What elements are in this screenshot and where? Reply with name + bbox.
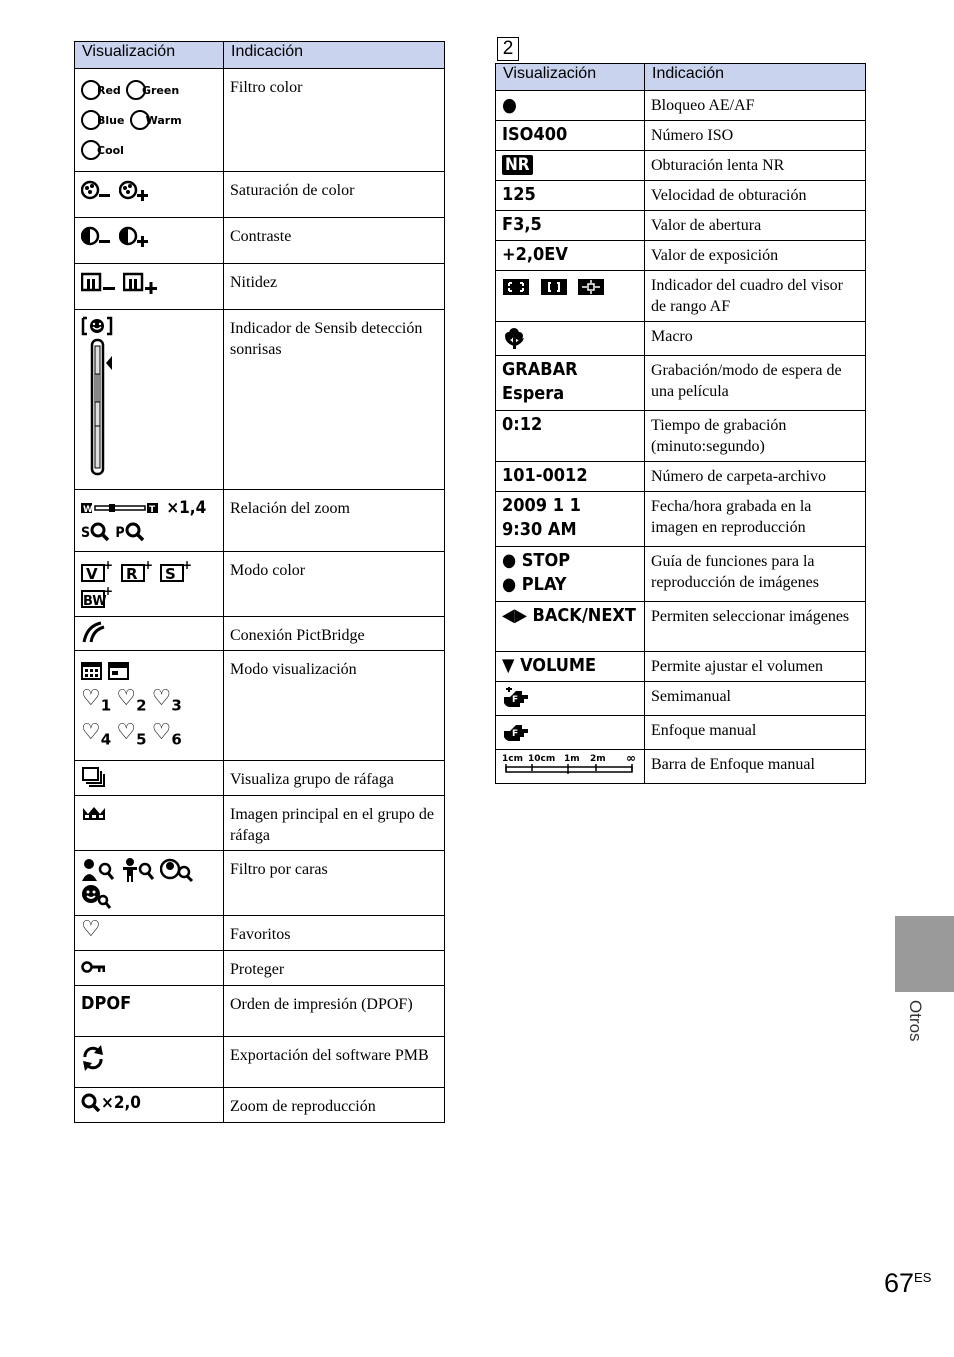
smile-sensitivity-icons — [75, 310, 224, 490]
indication-cell: Visualiza grupo de ráfaga — [224, 760, 445, 795]
side-tab-label: Otros — [906, 1000, 925, 1042]
af-multi-frame-icon — [502, 277, 530, 297]
iso-value: ISO400 — [502, 124, 568, 145]
black-white-mode-icon — [81, 585, 115, 609]
indication-cell: Conexión PictBridge — [224, 617, 445, 651]
date-time-cell — [496, 492, 645, 547]
folder-file-cell — [496, 462, 645, 492]
svg-text:R: R — [125, 565, 138, 583]
table-row — [496, 716, 866, 750]
favorites-1-icon: $♡_1$ — [81, 686, 112, 715]
indication-cell: Modo visualización — [224, 651, 445, 761]
semi-manual-hand-icon — [502, 687, 530, 709]
function-guide-cell — [496, 547, 645, 602]
favorites-4-icon: $♡_4$ — [81, 720, 112, 749]
header-visualizacion: Visualización — [75, 42, 224, 69]
sepia-mode-icon — [160, 559, 194, 583]
indication-cell: Indicador de Sensib detección sonrisas — [224, 310, 445, 490]
movie-rec-cell — [496, 356, 645, 411]
indication-cell: Favoritos — [224, 915, 445, 950]
table-row — [75, 552, 445, 617]
manual-focus-scale-bar — [502, 752, 638, 776]
folder-view-icon — [108, 661, 130, 681]
burst-group-cell — [75, 760, 224, 795]
svg-text:+: + — [103, 559, 114, 572]
stop-guide-label: ● STOP — [502, 550, 571, 571]
aperture-value: F3,5 — [502, 214, 542, 235]
real-mode-icon — [121, 559, 155, 583]
table-row — [75, 1036, 445, 1087]
indication-cell: Grabación/modo de espera de una película — [645, 356, 866, 411]
table-row — [75, 264, 445, 310]
ae-af-lock-cell — [496, 91, 645, 121]
face-filter-icons — [75, 850, 224, 915]
date-view-icon — [81, 661, 103, 681]
dpof-cell — [75, 985, 224, 1036]
table-row — [496, 271, 866, 322]
svg-text:V: V — [86, 565, 98, 583]
indication-cell: Zoom de reproducción — [224, 1087, 445, 1122]
scale-label-2m: 2m — [590, 754, 606, 764]
indication-cell: Filtro color — [224, 69, 445, 172]
svg-text:+: + — [103, 585, 114, 598]
table-row — [75, 1087, 445, 1122]
table-row — [75, 795, 445, 850]
indication-cell: Proteger — [224, 950, 445, 985]
indication-cell: Permiten seleccionar imágenes — [645, 602, 866, 652]
indication-cell: Contraste — [224, 218, 445, 264]
indication-cell: Relación del zoom — [224, 490, 445, 552]
table-row — [496, 682, 866, 716]
indication-cell: Enfoque manual — [645, 716, 866, 750]
face-filter-child-icon — [121, 857, 155, 883]
indication-cell: Tiempo de grabación (minuto:segundo) — [645, 411, 866, 462]
table-row — [496, 121, 866, 151]
rec-time-cell — [496, 411, 645, 462]
saturation-plus-icon — [119, 178, 151, 202]
table-row — [75, 69, 445, 172]
back-next-cell — [496, 602, 645, 652]
table-row — [75, 310, 445, 490]
page-number — [884, 1268, 931, 1299]
table-row — [75, 218, 445, 264]
indication-cell: Guía de funciones para la reproducción de imágenes — [645, 547, 866, 602]
play-guide-label: ● PLAY — [502, 574, 567, 595]
svg-text:F: F — [512, 729, 519, 739]
pictbridge-cell — [75, 617, 224, 651]
svg-text:W: W — [83, 505, 93, 515]
movie-standby-label: Espera — [502, 383, 565, 404]
color-mode-icons — [75, 552, 224, 617]
indication-cell: Barra de Enfoque manual — [645, 750, 866, 784]
svg-text:BW: BW — [83, 594, 107, 609]
contrast-minus-icon — [81, 224, 113, 248]
face-filter-smile-icon — [81, 883, 115, 909]
favorites-5-icon: $♡_5$ — [116, 720, 147, 749]
nr-cell — [496, 151, 645, 181]
table-row — [496, 241, 866, 271]
table-row — [75, 950, 445, 985]
table-row — [496, 181, 866, 211]
indication-cell: Saturación de color — [224, 172, 445, 218]
svg-text:T: T — [149, 505, 156, 515]
header-visualizacion: Visualización — [496, 64, 645, 91]
favorite-heart-icon: ♡ — [81, 916, 101, 942]
table-row — [496, 411, 866, 462]
header-indicacion: Indicación — [224, 42, 445, 69]
saturation-icons — [75, 172, 224, 218]
page-language-suffix: ES — [914, 1270, 932, 1285]
favorites-6-icon: $♡_6$ — [151, 720, 182, 749]
table-row — [75, 915, 445, 950]
favorites-2-icon: $♡_2$ — [116, 686, 147, 715]
zoom-ratio-icons — [75, 490, 224, 552]
table-row — [496, 750, 866, 784]
key-icon — [81, 958, 107, 976]
af-center-frame-icon — [540, 277, 568, 297]
pmb-export-icon — [81, 1043, 105, 1073]
shutter-speed-value: 125 — [502, 184, 536, 205]
date-value: 2009 1 1 — [502, 495, 581, 516]
sharpness-minus-icon — [81, 270, 117, 294]
crown-icon — [81, 804, 107, 824]
burst-group-icon — [81, 766, 105, 788]
table-row — [75, 985, 445, 1036]
view-mode-icons — [75, 651, 224, 761]
scale-label-1cm: 1cm — [502, 754, 523, 764]
indication-cell: Orden de impresión (DPOF) — [224, 985, 445, 1036]
playback-zoom-value: ×2,0 — [101, 1092, 141, 1113]
smart-zoom-label: S — [81, 525, 91, 541]
table-row — [496, 322, 866, 356]
table-row — [75, 617, 445, 651]
contrast-plus-icon — [119, 224, 151, 248]
scale-label-1m: 1m — [564, 754, 580, 764]
table-row — [75, 760, 445, 795]
playback-zoom-search-icon — [81, 1093, 101, 1113]
table-row — [496, 547, 866, 602]
table-header — [75, 42, 445, 69]
time-value: 9:30 AM — [502, 519, 577, 540]
protect-cell — [75, 950, 224, 985]
table-row — [496, 492, 866, 547]
rec-time-value: 0:12 — [502, 414, 543, 435]
smart-zoom-search-icon — [90, 522, 110, 542]
color-filter-red-icon: Red — [81, 78, 121, 99]
table-row — [496, 151, 866, 181]
iso-cell — [496, 121, 645, 151]
indication-cell: Semimanual — [645, 682, 866, 716]
page-number-value: 67 — [884, 1268, 915, 1298]
macro-cell — [496, 322, 645, 356]
table-row — [496, 91, 866, 121]
shutter-speed-cell — [496, 181, 645, 211]
semi-manual-cell — [496, 682, 645, 716]
indication-cell: Imagen principal en el grupo de ráfaga — [224, 795, 445, 850]
table-row — [496, 602, 866, 652]
main-image-cell — [75, 795, 224, 850]
zoom-ratio-value: ×1,4 — [166, 498, 207, 518]
movie-rec-label: GRABAR — [502, 359, 578, 380]
aperture-cell — [496, 211, 645, 241]
indication-cell: Valor de abertura — [645, 211, 866, 241]
vivid-mode-icon — [81, 559, 115, 583]
manual-focus-cell — [496, 716, 645, 750]
saturation-minus-icon — [81, 178, 113, 202]
favorites-cell — [75, 915, 224, 950]
svg-text:F: F — [512, 695, 519, 705]
indication-cell: Bloqueo AE/AF — [645, 91, 866, 121]
pictbridge-icon — [81, 620, 107, 644]
table-row — [75, 850, 445, 915]
manual-focus-hand-icon — [502, 721, 530, 743]
color-filter-cool-icon: Cool — [81, 138, 124, 159]
scale-label-10cm: 10cm — [528, 754, 556, 764]
back-next-label: ◀▶ BACK/NEXT — [502, 605, 636, 626]
exposure-cell — [496, 241, 645, 271]
face-filter-baby-icon — [160, 857, 194, 883]
indication-cell: Indicador del cuadro del visor de rango AF — [645, 271, 866, 322]
af-spot-frame-icon — [577, 277, 605, 297]
indication-cell: Fecha/hora grabada en la imagen en reproducción — [645, 492, 866, 547]
indication-cell: Nitidez — [224, 264, 445, 310]
color-filter-blue-icon: Blue — [81, 108, 124, 129]
manual-focus-bar-cell — [496, 750, 645, 784]
face-filter-people-icon — [81, 857, 115, 883]
indication-cell: Permite ajustar el volumen — [645, 652, 866, 682]
indication-cell: Velocidad de obturación — [645, 181, 866, 211]
table-row — [75, 490, 445, 552]
table-row — [75, 172, 445, 218]
color-filter-warm-icon: Warm — [130, 108, 182, 129]
display-table-1 — [74, 41, 445, 1123]
dpof-label: DPOF — [81, 992, 132, 1014]
indication-cell: Obturación lenta NR — [645, 151, 866, 181]
zoom-bar-icon — [81, 501, 161, 515]
volume-cell — [496, 652, 645, 682]
indication-cell: Filtro por caras — [224, 850, 445, 915]
indication-cell: Valor de exposición — [645, 241, 866, 271]
table-row — [75, 651, 445, 761]
sharpness-icons — [75, 264, 224, 310]
precision-zoom-search-icon — [125, 522, 145, 542]
scale-label-infinity: ∞ — [626, 752, 636, 765]
svg-text:+: + — [182, 559, 193, 572]
header-indicacion: Indicación — [645, 64, 866, 91]
table-row — [496, 211, 866, 241]
macro-flower-icon — [502, 326, 526, 350]
table-header — [496, 64, 866, 91]
table-row — [496, 462, 866, 492]
contrast-icons — [75, 218, 224, 264]
volume-label: ▼ VOLUME — [502, 655, 597, 676]
af-range-cell — [496, 271, 645, 322]
side-tab-marker — [895, 916, 954, 992]
indication-cell: Macro — [645, 322, 866, 356]
table-row — [496, 652, 866, 682]
favorites-3-icon: $♡_3$ — [151, 686, 182, 715]
playback-zoom-cell — [75, 1087, 224, 1122]
section-2-label: 2 — [497, 37, 519, 61]
svg-text:S: S — [165, 565, 177, 583]
color-filter-green-icon: Green — [126, 78, 179, 99]
sharpness-plus-icon — [123, 270, 159, 294]
indication-cell: Modo color — [224, 552, 445, 617]
folder-file-value: 101-0012 — [502, 465, 588, 486]
smile-detection-icon — [81, 316, 113, 476]
exposure-value: +2,0EV — [502, 244, 568, 265]
nr-slow-shutter-icon: NR — [502, 155, 533, 175]
indication-cell: Exportación del software PMB — [224, 1036, 445, 1087]
pmb-export-cell — [75, 1036, 224, 1087]
color-filter-icons — [75, 69, 224, 172]
ae-af-lock-icon: ● — [502, 94, 517, 116]
indication-cell: Número ISO — [645, 121, 866, 151]
precision-zoom-label: P — [115, 525, 125, 541]
display-table-2 — [495, 63, 866, 784]
indication-cell: Número de carpeta-archivo — [645, 462, 866, 492]
svg-text:+: + — [142, 559, 153, 572]
table-row — [496, 356, 866, 411]
